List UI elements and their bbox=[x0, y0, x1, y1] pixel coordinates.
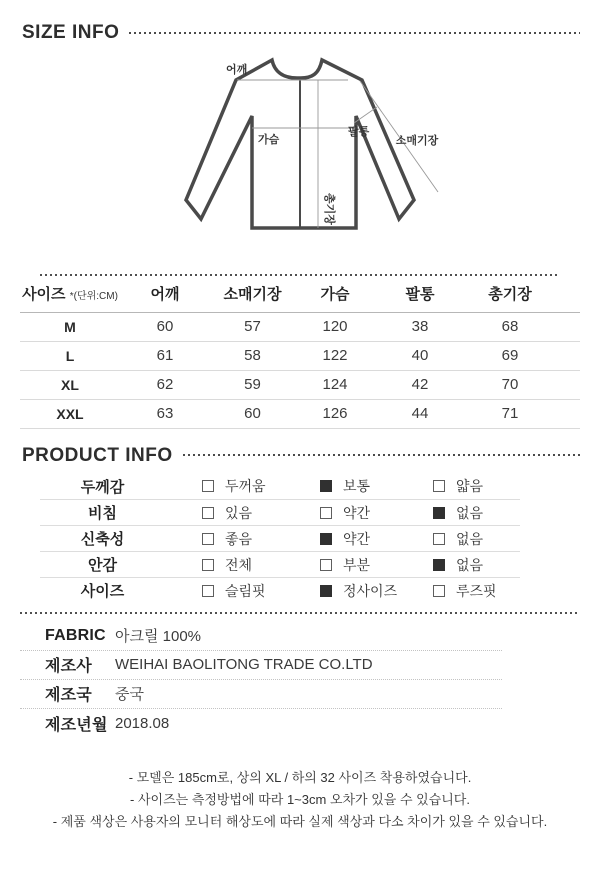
product-option-label: 정사이즈 bbox=[343, 582, 398, 599]
product-info-dotted-line bbox=[183, 454, 580, 456]
size-table-head bbox=[20, 276, 580, 312]
detail-row bbox=[20, 709, 502, 738]
size-value-cell: 38 bbox=[375, 312, 465, 341]
size-value-cell: 40 bbox=[375, 341, 465, 370]
detail-row bbox=[20, 680, 502, 709]
size-value-cell: 126 bbox=[295, 399, 375, 428]
product-option-cell bbox=[165, 578, 283, 604]
checked-box-icon bbox=[320, 480, 332, 492]
size-table-row bbox=[20, 399, 580, 428]
size-value-cell: 69 bbox=[465, 341, 580, 370]
product-info-header bbox=[0, 444, 600, 467]
product-option-label: 얇음 bbox=[456, 478, 484, 495]
length-column-header: 총기장 bbox=[465, 276, 580, 312]
detail-row bbox=[20, 651, 502, 680]
unchecked-box-icon bbox=[320, 559, 332, 571]
product-option-cell bbox=[283, 578, 396, 604]
size-value-cell: 68 bbox=[465, 312, 580, 341]
product-option-cell bbox=[396, 552, 520, 578]
size-value-cell: 42 bbox=[375, 370, 465, 399]
shoulder-column-header: 어깨 bbox=[120, 276, 210, 312]
arm-label: 팔통 bbox=[348, 126, 370, 138]
chest-column-header: 가슴 bbox=[295, 276, 375, 312]
product-option-cell bbox=[396, 578, 520, 604]
size-info-title: SIZE INFO bbox=[22, 22, 120, 43]
footer-notes bbox=[0, 767, 600, 833]
size-column-header: 사이즈 *(단위:CM) bbox=[20, 276, 120, 312]
size-table-row bbox=[20, 341, 580, 370]
detail-value: 중국 bbox=[115, 686, 144, 703]
unchecked-box-icon bbox=[202, 533, 214, 545]
size-value-cell: 60 bbox=[120, 312, 210, 341]
jacket-diagram-svg bbox=[160, 50, 440, 271]
product-info-row bbox=[40, 500, 520, 526]
size-value-cell: 61 bbox=[120, 341, 210, 370]
product-attribute-label: 두께감 bbox=[40, 474, 165, 500]
size-name-cell: L bbox=[20, 341, 120, 370]
product-option-label: 없음 bbox=[456, 504, 484, 521]
unchecked-box-icon bbox=[202, 585, 214, 597]
product-option-cell bbox=[283, 474, 396, 500]
product-info-title: PRODUCT INFO bbox=[22, 444, 173, 466]
size-value-cell: 58 bbox=[210, 341, 295, 370]
product-option-cell bbox=[165, 552, 283, 578]
unchecked-box-icon bbox=[320, 507, 332, 519]
checked-box-icon bbox=[433, 507, 445, 519]
product-info-row bbox=[40, 474, 520, 500]
product-option-cell bbox=[283, 526, 396, 552]
detail-label: FABRIC bbox=[45, 626, 106, 644]
product-option-label: 없음 bbox=[456, 556, 484, 573]
product-option-cell bbox=[396, 474, 520, 500]
product-info-table bbox=[40, 474, 520, 604]
size-value-cell: 122 bbox=[295, 341, 375, 370]
size-table-body bbox=[20, 312, 580, 428]
size-value-cell: 124 bbox=[295, 370, 375, 399]
product-option-label: 좋음 bbox=[225, 530, 253, 547]
unchecked-box-icon bbox=[202, 507, 214, 519]
product-option-label: 부분 bbox=[343, 556, 371, 573]
size-table-row bbox=[20, 312, 580, 341]
product-info-row bbox=[40, 526, 520, 552]
product-option-cell bbox=[283, 500, 396, 526]
size-value-cell: 57 bbox=[210, 312, 295, 341]
size-name-cell: XL bbox=[20, 370, 120, 399]
product-option-cell bbox=[165, 526, 283, 552]
product-option-label: 없음 bbox=[456, 530, 484, 547]
size-value-cell: 44 bbox=[375, 399, 465, 428]
size-name-cell: XXL bbox=[20, 399, 120, 428]
size-table-section bbox=[20, 274, 580, 429]
product-attribute-label: 신축성 bbox=[40, 526, 165, 552]
product-option-label: 루즈핏 bbox=[456, 582, 497, 599]
detail-label: 제조국 bbox=[45, 687, 92, 704]
unit-note: *(단위:CM) bbox=[69, 291, 118, 303]
sleeve-label: 소매기장 bbox=[395, 135, 439, 147]
details-top-dotted-line bbox=[20, 612, 580, 614]
product-option-cell bbox=[165, 474, 283, 500]
detail-row bbox=[20, 622, 502, 651]
sleeve-column-header: 소매기장 bbox=[210, 276, 295, 312]
product-option-label: 슬림핏 bbox=[225, 582, 266, 599]
size-value-cell: 59 bbox=[210, 370, 295, 399]
checked-box-icon bbox=[433, 559, 445, 571]
product-info-row bbox=[40, 578, 520, 604]
product-attribute-label: 비침 bbox=[40, 500, 165, 526]
unchecked-box-icon bbox=[433, 480, 445, 492]
shoulder-label: 어깨 bbox=[226, 64, 248, 76]
product-option-label: 전체 bbox=[225, 556, 253, 573]
size-table-row bbox=[20, 370, 580, 399]
product-info-row bbox=[40, 552, 520, 578]
detail-value: 아크릴 100% bbox=[115, 628, 202, 645]
detail-value: WEIHAI BAOLITONG TRADE CO.LTD bbox=[115, 656, 373, 673]
size-value-cell: 60 bbox=[210, 399, 295, 428]
product-attribute-label: 안감 bbox=[40, 552, 165, 578]
product-option-label: 약간 bbox=[343, 504, 371, 521]
size-value-cell: 120 bbox=[295, 312, 375, 341]
size-table-header-row bbox=[20, 276, 580, 312]
unchecked-box-icon bbox=[433, 533, 445, 545]
footer-note-line: - 제품 색상은 사용자의 모니터 해상도에 따라 실제 색상과 다소 차이가 있을 수 있습니다. bbox=[52, 813, 548, 829]
unchecked-box-icon bbox=[202, 480, 214, 492]
footer-note-line: - 사이즈는 측정방법에 따라 1~3cm 오차가 있을 수 있습니다. bbox=[130, 791, 470, 807]
product-option-cell bbox=[396, 526, 520, 552]
details-section bbox=[0, 622, 600, 738]
checked-box-icon bbox=[320, 585, 332, 597]
size-value-cell: 62 bbox=[120, 370, 210, 399]
detail-label: 제조년월 bbox=[45, 716, 108, 734]
size-value-cell: 70 bbox=[465, 370, 580, 399]
product-option-label: 있음 bbox=[225, 504, 253, 521]
jacket-measure-diagram bbox=[0, 50, 600, 271]
size-info-header bbox=[0, 0, 600, 44]
product-option-label: 두꺼움 bbox=[225, 478, 266, 495]
size-info-dotted-line bbox=[129, 32, 580, 34]
size-value-cell: 63 bbox=[120, 399, 210, 428]
product-option-label: 보통 bbox=[343, 478, 371, 495]
size-value-cell: 71 bbox=[465, 399, 580, 428]
checked-box-icon bbox=[320, 533, 332, 545]
arm-column-header: 팔통 bbox=[375, 276, 465, 312]
product-option-cell bbox=[165, 500, 283, 526]
footer-note-line: - 모델은 185cm로, 상의 XL / 하의 32 사이즈 착용하였습니다. bbox=[128, 769, 472, 785]
chest-label: 가슴 bbox=[258, 134, 280, 146]
unchecked-box-icon bbox=[202, 559, 214, 571]
product-attribute-label: 사이즈 bbox=[80, 583, 125, 601]
size-table bbox=[20, 276, 580, 429]
product-option-cell bbox=[396, 500, 520, 526]
detail-value: 2018.08 bbox=[115, 714, 170, 732]
size-name-cell: M bbox=[20, 312, 120, 341]
unchecked-box-icon bbox=[433, 585, 445, 597]
detail-label: 제조사 bbox=[45, 658, 92, 675]
product-info-table-body bbox=[40, 474, 520, 604]
total-length-label: 총기장 bbox=[323, 193, 335, 225]
product-option-cell bbox=[283, 552, 396, 578]
product-option-label: 약간 bbox=[343, 530, 371, 547]
